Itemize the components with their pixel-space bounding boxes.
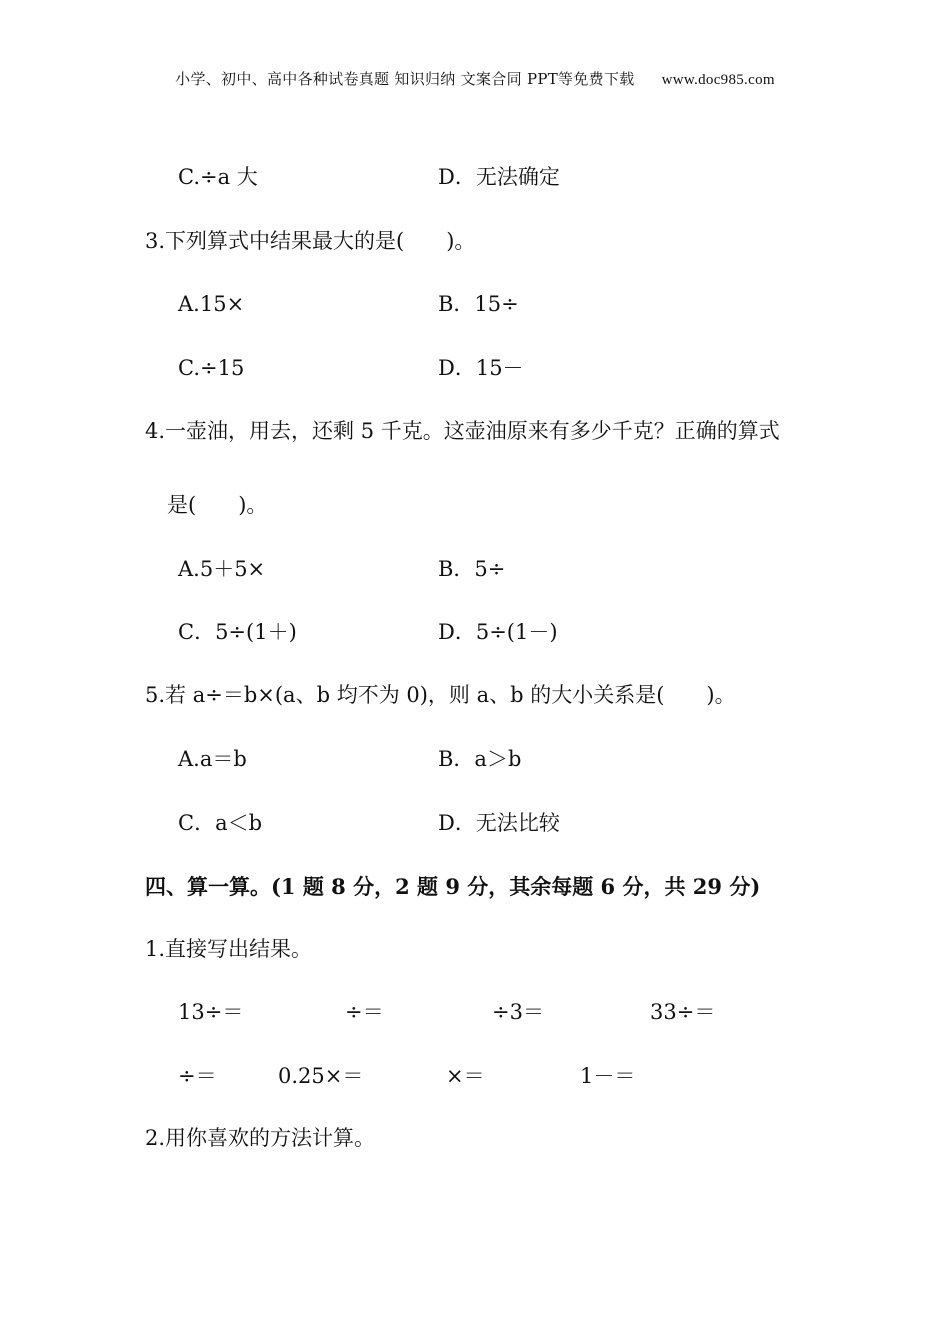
calc-row1-item4: 33÷＝ bbox=[650, 1000, 716, 1024]
q3-stem: 3.下列算式中结果最大的是( )。 bbox=[145, 229, 476, 253]
q5-option-c: C．a＜b bbox=[178, 811, 263, 835]
calc-row2-item2: 0.25×＝ bbox=[278, 1064, 364, 1088]
q4-stem-line2: 是( )。 bbox=[167, 493, 268, 517]
calc-row1-item2: ÷＝ bbox=[345, 1000, 384, 1024]
section4-title: 四、算一算。(1 题 8 分，2 题 9 分，其余每题 6 分，共 29 分) bbox=[145, 874, 761, 899]
q5-option-a: A.a＝b bbox=[178, 747, 247, 771]
q2-option-c: C.÷a 大 bbox=[178, 165, 258, 189]
section4-sub2: 2.用你喜欢的方法计算。 bbox=[145, 1126, 376, 1150]
calc-row2-item1: ÷＝ bbox=[178, 1064, 217, 1088]
calc-row2-item3: ×＝ bbox=[446, 1064, 485, 1088]
q4-option-d: D．5÷(1－) bbox=[438, 620, 558, 644]
page-header bbox=[0, 68, 950, 89]
header-url[interactable]: www.doc985.com bbox=[661, 72, 775, 88]
q3-option-a: A.15× bbox=[178, 292, 245, 316]
q5-option-b: B．a＞b bbox=[438, 747, 522, 771]
header-text: 小学、初中、高中各种试卷真题 知识归纳 文案合同 PPT等免费下载 bbox=[175, 70, 635, 88]
q2-option-d: D．无法确定 bbox=[438, 165, 560, 189]
calc-row1-item3: ÷3＝ bbox=[492, 1000, 544, 1024]
q4-option-b: B．5÷ bbox=[438, 557, 506, 581]
q5-stem: 5.若 a÷＝b×(a、b 均不为 0)，则 a、b 的大小关系是( )。 bbox=[145, 683, 736, 707]
q4-option-a: A.5＋5× bbox=[178, 557, 266, 581]
q5-option-d: D．无法比较 bbox=[438, 811, 560, 835]
q4-stem-line1: 4.一壶油，用去，还剩 5 千克。这壶油原来有多少千克？正确的算式 bbox=[145, 419, 780, 443]
q3-option-b: B．15÷ bbox=[438, 292, 519, 316]
q3-option-c: C.÷15 bbox=[178, 356, 245, 380]
q3-option-d: D．15－ bbox=[438, 356, 524, 380]
q4-option-c: C．5÷(1＋) bbox=[178, 620, 297, 644]
calc-row1-item1: 13÷＝ bbox=[178, 1000, 244, 1024]
section4-sub1: 1.直接写出结果。 bbox=[145, 937, 313, 961]
calc-row2-item4: 1－＝ bbox=[580, 1064, 636, 1088]
